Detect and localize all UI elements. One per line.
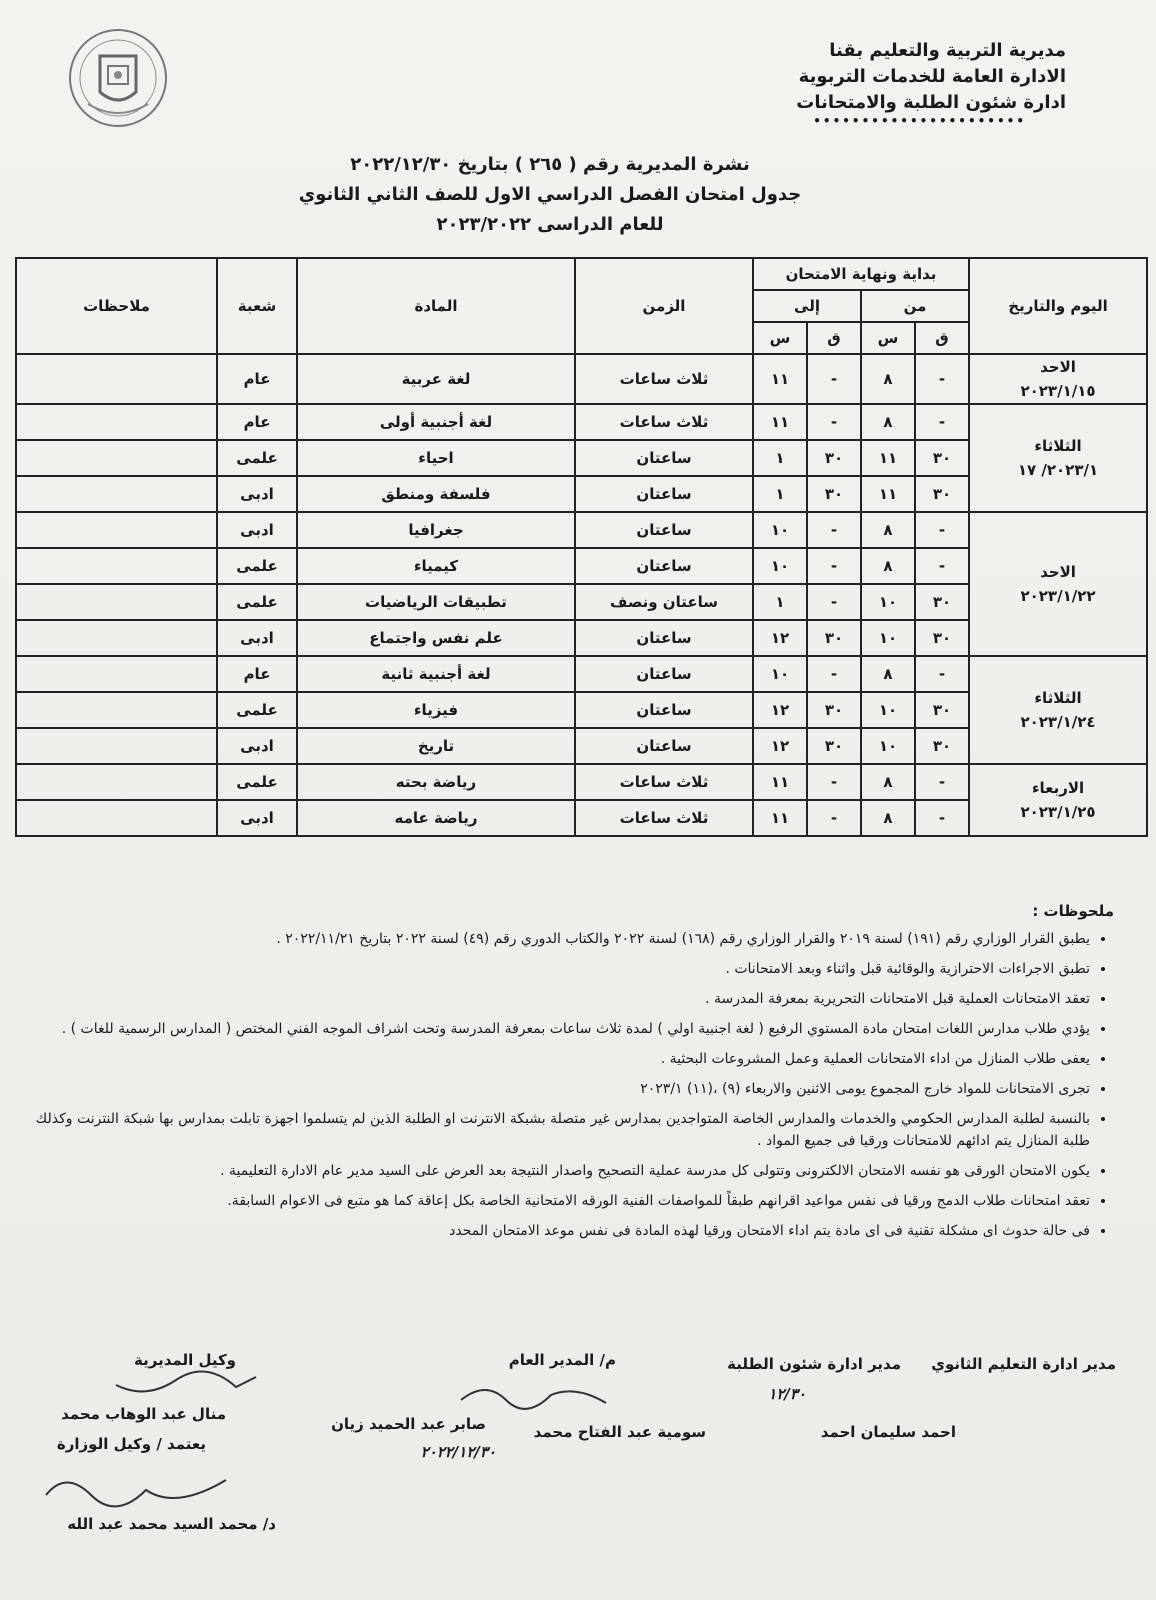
sig-student-affairs-name: سومية عبد الفتاح محمد xyxy=(533,1423,706,1441)
from-hour-cell: ٨ xyxy=(861,764,915,800)
subject-cell: فلسفة ومنطق xyxy=(297,476,575,512)
table-row xyxy=(16,512,1147,548)
to-minute-cell: - xyxy=(807,354,861,404)
subject-cell: علم نفس واجتماع xyxy=(297,620,575,656)
from-minute-cell: ٣٠ xyxy=(915,692,969,728)
from-minute-cell: - xyxy=(915,764,969,800)
to-hour-cell: ١٢ xyxy=(753,692,807,728)
header-to-q: ق xyxy=(807,322,861,354)
note-item: • فى حالة حدوث اى مشكلة تقنية فى اى مادة يتم اداء الامتحان ورقيا لهذه المادة فى نفس موعد الامتحان المحدد xyxy=(34,1220,1090,1242)
subject-cell: لغة عربية xyxy=(297,354,575,404)
branch-cell: عام xyxy=(217,404,297,440)
branch-cell: علمى xyxy=(217,764,297,800)
to-minute-cell: ٣٠ xyxy=(807,620,861,656)
duration-cell: ساعتان xyxy=(575,620,753,656)
subject-cell: فيزياء xyxy=(297,692,575,728)
duration-cell: ساعتان xyxy=(575,728,753,764)
from-minute-cell: ٣٠ xyxy=(915,620,969,656)
subject-cell: احياء xyxy=(297,440,575,476)
to-hour-cell: ١٠ xyxy=(753,656,807,692)
bulletin-number: نشرة المديرية رقم ( ٢٦٥ ) بتاريخ ٢٠٢٢/١٢/٣٠ xyxy=(350,154,750,175)
notes-cell xyxy=(16,764,217,800)
day-name: الثلاثاء xyxy=(1034,689,1082,707)
sig-affairs-date: ١٢/٣٠ xyxy=(768,1385,806,1403)
notes-cell xyxy=(16,656,217,692)
branch-cell: ادبى xyxy=(217,476,297,512)
to-hour-cell: ١١ xyxy=(753,404,807,440)
day-date: ٢٠٢٣/١/٢٥ xyxy=(1020,803,1096,821)
handwritten-signature-icon xyxy=(36,1465,236,1515)
from-hour-cell: ١١ xyxy=(861,476,915,512)
branch-cell: عام xyxy=(217,354,297,404)
subject-cell: تاريخ xyxy=(297,728,575,764)
branch-cell: علمى xyxy=(217,440,297,476)
branch-cell: علمى xyxy=(217,692,297,728)
day-name: الاحد xyxy=(1040,563,1076,581)
duration-cell: ساعتان xyxy=(575,440,753,476)
sig-deputy-title: وكيل المديرية xyxy=(134,1351,236,1369)
notes-cell xyxy=(16,584,217,620)
to-hour-cell: ١٢ xyxy=(753,728,807,764)
header-notes: ملاحظات xyxy=(16,258,217,354)
from-hour-cell: ١٠ xyxy=(861,620,915,656)
branch-cell: علمى xyxy=(217,584,297,620)
subject-cell: كيمياء xyxy=(297,548,575,584)
header-day: اليوم والتاريخ xyxy=(969,258,1147,354)
table-row xyxy=(16,764,1147,800)
to-minute-cell: ٣٠ xyxy=(807,476,861,512)
schedule-title: جدول امتحان الفصل الدراسي الاول للصف الثاني الثانوي xyxy=(298,184,802,205)
sig-secondary-edu-name: احمد سليمان احمد xyxy=(820,1423,956,1441)
to-hour-cell: ١٠ xyxy=(753,548,807,584)
branch-cell: عام xyxy=(217,656,297,692)
day-name: الاحد xyxy=(1040,358,1076,376)
branch-cell: علمى xyxy=(217,548,297,584)
from-hour-cell: ١٠ xyxy=(861,692,915,728)
duration-cell: ثلاث ساعات xyxy=(575,800,753,836)
notes-cell xyxy=(16,620,217,656)
from-minute-cell: ٣٠ xyxy=(915,440,969,476)
to-minute-cell: - xyxy=(807,512,861,548)
notes-cell xyxy=(16,354,217,404)
general-admin-name: الادارة العامة للخدمات التربوية xyxy=(798,66,1066,87)
subject-cell: رياضة عامه xyxy=(297,800,575,836)
header-from: من xyxy=(861,290,969,322)
duration-cell: ثلاث ساعات xyxy=(575,764,753,800)
academic-year: للعام الدراسى ٢٠٢٣/٢٠٢٢ xyxy=(436,214,664,235)
branch-cell: ادبى xyxy=(217,728,297,764)
header-duration: الزمن xyxy=(575,258,753,354)
to-minute-cell: ٣٠ xyxy=(807,440,861,476)
from-minute-cell: - xyxy=(915,800,969,836)
notes-section xyxy=(34,900,1114,1250)
note-item: • تجرى الامتحانات للمواد خارج المجموع يومى الاثنين والاربعاء (٩) ،(١١) ٢٠٢٣/١ xyxy=(34,1078,1090,1100)
branch-cell: ادبى xyxy=(217,620,297,656)
notes-cell xyxy=(16,692,217,728)
notes-cell xyxy=(16,512,217,548)
sig-student-affairs-title: مدير ادارة شئون الطلبة xyxy=(727,1355,901,1373)
subject-cell: جغرافيا xyxy=(297,512,575,548)
decorative-dots: •••••••••••••••••••••• xyxy=(813,114,1026,128)
to-minute-cell: - xyxy=(807,764,861,800)
note-item: • يؤدي طلاب مدارس اللغات امتحان مادة المستوي الرفيع ( لغة اجنبية اولي ) لمدة ثلاث ساعات بمعرفة المدرسة وتحت اشراف الموجه الفني المختص ( المدارس الرسمية للغات ) . xyxy=(34,1018,1090,1040)
notes-cell xyxy=(16,548,217,584)
duration-cell: ساعتان xyxy=(575,548,753,584)
header-to-s: س xyxy=(753,322,807,354)
day-cell xyxy=(969,404,1147,512)
note-item: • يعفى طلاب المنازل من اداء الامتحانات العملية وعمل المشروعات البحثية . xyxy=(34,1048,1090,1070)
handwritten-signature-icon xyxy=(106,1365,266,1405)
to-hour-cell: ١ xyxy=(753,584,807,620)
day-name: الاربعاء xyxy=(1031,779,1085,797)
notes-cell xyxy=(16,404,217,440)
note-item: • تطبق الاجراءات الاحترازية والوقائية قبل واثناء وبعد الامتحانات . xyxy=(34,958,1090,980)
day-date: ٢٠٢٣/١/٢٤ xyxy=(1020,713,1096,731)
signatures-block xyxy=(20,1345,1136,1595)
from-hour-cell: ٨ xyxy=(861,404,915,440)
directorate-seal-icon xyxy=(66,26,170,130)
day-cell xyxy=(969,656,1147,764)
to-hour-cell: ١١ xyxy=(753,800,807,836)
from-minute-cell: ٣٠ xyxy=(915,584,969,620)
duration-cell: ساعتان xyxy=(575,692,753,728)
sig-deputy-name: منال عبد الوهاب محمد xyxy=(61,1405,226,1423)
exam-schedule-table xyxy=(15,257,1148,837)
duration-cell: ساعتان xyxy=(575,512,753,548)
to-minute-cell: - xyxy=(807,656,861,692)
header-from-q: ق xyxy=(915,322,969,354)
branch-cell: ادبى xyxy=(217,800,297,836)
from-hour-cell: ١٠ xyxy=(861,728,915,764)
directorate-name: مديرية التربية والتعليم بقنا xyxy=(829,40,1066,61)
duration-cell: ساعتان xyxy=(575,476,753,512)
affairs-admin-name: ادارة شئون الطلبة والامتحانات xyxy=(796,92,1066,113)
table-header-row xyxy=(16,258,1147,290)
document-titles xyxy=(200,150,900,240)
schedule-body xyxy=(16,354,1147,836)
to-hour-cell: ١٢ xyxy=(753,620,807,656)
day-date: ٢٠٢٣/١/١٥ xyxy=(1020,382,1096,400)
notes-cell xyxy=(16,728,217,764)
from-minute-cell: - xyxy=(915,404,969,440)
to-minute-cell: - xyxy=(807,584,861,620)
day-name: الثلاثاء xyxy=(1034,437,1082,455)
from-minute-cell: - xyxy=(915,354,969,404)
from-hour-cell: ٨ xyxy=(861,800,915,836)
sig-general-manager-title: م/ المدير العام xyxy=(508,1351,616,1369)
notes-cell xyxy=(16,800,217,836)
issuer-header xyxy=(686,38,1066,126)
from-minute-cell: - xyxy=(915,512,969,548)
notes-cell xyxy=(16,476,217,512)
from-hour-cell: ٨ xyxy=(861,512,915,548)
header-subject: المادة xyxy=(297,258,575,354)
from-hour-cell: ١٠ xyxy=(861,584,915,620)
notes-heading: ملحوظات : xyxy=(1032,902,1114,920)
day-date: ٢٠٢٣/١/٢٢ xyxy=(1020,587,1096,605)
note-item: • تعقد الامتحانات العملية قبل الامتحانات التحريرية بمعرفة المدرسة . xyxy=(34,988,1090,1010)
notes-list xyxy=(34,928,1114,1242)
notes-cell xyxy=(16,440,217,476)
table-row xyxy=(16,354,1147,404)
from-minute-cell: ٣٠ xyxy=(915,728,969,764)
to-minute-cell: - xyxy=(807,404,861,440)
from-hour-cell: ٨ xyxy=(861,354,915,404)
note-item: • بالنسبة لطلبة المدارس الحكومي والخدمات والمدارس الخاصة المتواجدين بمدارس غير متصلة بشبكة الانترنت او الطلبة الذين لم يتسلموا اجهزة تابلت بمدارس بها شبكة النترنت وكذلك طلبة المنازل يتم ادائهم للامتحانات ورقيا فى جميع المواد . xyxy=(34,1108,1090,1152)
header-to: إلى xyxy=(753,290,861,322)
to-minute-cell: ٣٠ xyxy=(807,728,861,764)
duration-cell: ساعتان xyxy=(575,656,753,692)
subject-cell: تطبيقات الرياضيات xyxy=(297,584,575,620)
sig-approval-label: يعتمد / وكيل الوزارة xyxy=(56,1435,206,1453)
day-cell xyxy=(969,354,1147,404)
branch-cell: ادبى xyxy=(217,512,297,548)
table-row xyxy=(16,656,1147,692)
to-minute-cell: ٣٠ xyxy=(807,692,861,728)
day-cell xyxy=(969,764,1147,836)
to-hour-cell: ١ xyxy=(753,440,807,476)
handwritten-signature-icon xyxy=(456,1375,616,1415)
note-item: • تعقد امتحانات طلاب الدمج ورقيا فى نفس مواعيد اقرانهم طبقاً للمواصفات الفنية الورقه الامتحانية الخاصة بكل إعاقة كما هو متبع فى الاعوام السابقة. xyxy=(34,1190,1090,1212)
to-hour-cell: ١ xyxy=(753,476,807,512)
note-item: • يكون الامتحان الورقى هو نفسه الامتحان الالكترونى وتتولى كل مدرسة عملية التصحيح واصدار النتيجة بعد العرض على السيد مدير عام الادارة التعليمية . xyxy=(34,1160,1090,1182)
header-exam-window: بداية ونهاية الامتحان xyxy=(753,258,969,290)
day-cell xyxy=(969,512,1147,656)
from-minute-cell: - xyxy=(915,548,969,584)
table-row xyxy=(16,404,1147,440)
to-minute-cell: - xyxy=(807,800,861,836)
note-item: • يطبق القرار الوزاري رقم (١٩١) لسنة ٢٠١٩ والقرار الوزاري رقم (١٦٨) لسنة ٢٠٢٢ والكتاب الدوري رقم (٤٩) لسنة ٢٠٢٢ بتاريخ ٢٠٢٢/١١/٢١ . xyxy=(34,928,1090,950)
subject-cell: لغة أجنبية أولى xyxy=(297,404,575,440)
to-minute-cell: - xyxy=(807,548,861,584)
to-hour-cell: ١٠ xyxy=(753,512,807,548)
subject-cell: لغة أجنبية ثانية xyxy=(297,656,575,692)
to-hour-cell: ١١ xyxy=(753,354,807,404)
header-from-s: س xyxy=(861,322,915,354)
sig-general-manager-name: صابر عبد الحميد زيان xyxy=(331,1415,486,1433)
duration-cell: ثلاث ساعات xyxy=(575,404,753,440)
day-date: ٢٠٢٣/١/ ١٧ xyxy=(1017,461,1099,479)
sig-secondary-edu-title: مدير ادارة التعليم الثانوي xyxy=(931,1355,1116,1373)
sig-undersecretary-name: د/ محمد السيد محمد عبد الله xyxy=(67,1515,276,1533)
duration-cell: ثلاث ساعات xyxy=(575,354,753,404)
from-minute-cell: ٣٠ xyxy=(915,476,969,512)
header-branch: شعبة xyxy=(217,258,297,354)
from-minute-cell: - xyxy=(915,656,969,692)
from-hour-cell: ١١ xyxy=(861,440,915,476)
duration-cell: ساعتان ونصف xyxy=(575,584,753,620)
from-hour-cell: ٨ xyxy=(861,656,915,692)
sig-gm-date: ٢٠٢٢/١٢/٣٠ xyxy=(420,1443,496,1461)
from-hour-cell: ٨ xyxy=(861,548,915,584)
subject-cell: رياضة بحته xyxy=(297,764,575,800)
to-hour-cell: ١١ xyxy=(753,764,807,800)
